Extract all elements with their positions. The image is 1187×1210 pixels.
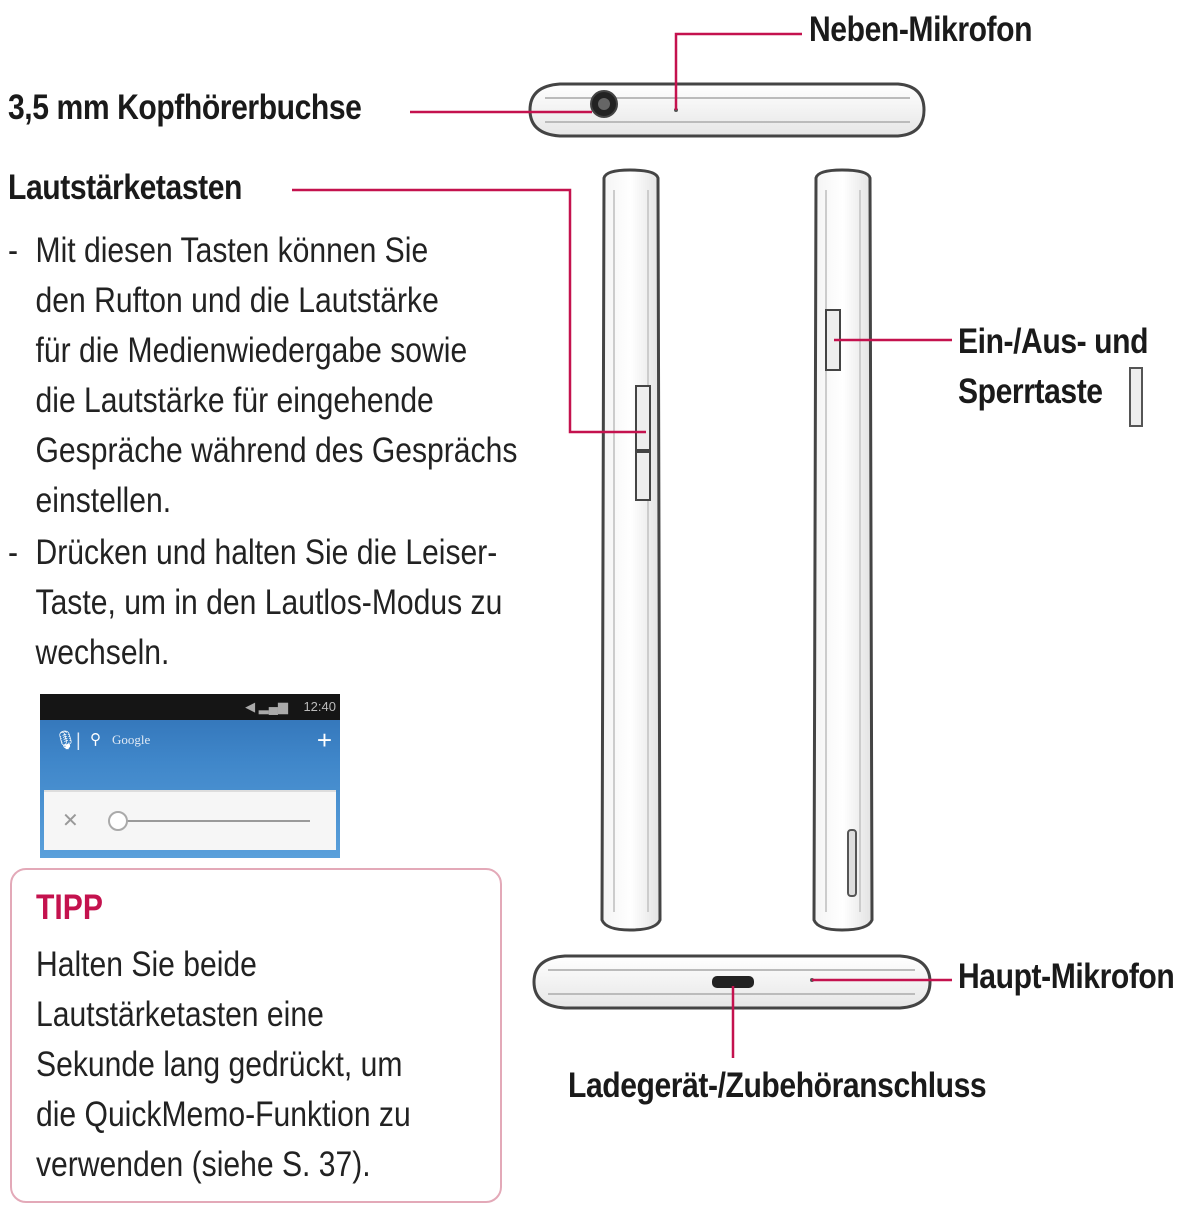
separator: | bbox=[76, 730, 81, 750]
mute-icon: ✕ bbox=[62, 810, 79, 832]
volume-down-key bbox=[636, 452, 650, 500]
speaker-slot bbox=[848, 830, 856, 896]
description-line: die Lautstärke für eingehende bbox=[35, 381, 434, 420]
description-line: wechseln. bbox=[35, 633, 170, 672]
description-line: einstellen. bbox=[35, 481, 172, 520]
description-item-2 bbox=[8, 528, 502, 678]
label-kopfhoererbuchse: 3,5 mm Kopfhörerbuchse bbox=[8, 88, 362, 127]
volume-panel bbox=[44, 790, 336, 850]
search-icon: ⚲ bbox=[90, 731, 101, 748]
label-haupt-mikrofon: Haupt-Mikrofon bbox=[958, 957, 1175, 996]
label-ein-aus-line1: Ein-/Aus- und bbox=[958, 322, 1149, 361]
description-item-1 bbox=[8, 226, 517, 526]
search-text: Google bbox=[112, 732, 151, 747]
signal-icon: ◀ ▂▄▆ bbox=[245, 699, 288, 714]
plus-icon: + bbox=[316, 725, 332, 755]
tip-line: Halten Sie beide bbox=[36, 945, 257, 984]
tip-line: Sekunde lang gedrückt, um bbox=[36, 1045, 403, 1084]
tip-line: die QuickMemo-Funktion zu bbox=[36, 1095, 411, 1134]
microphone-icon: 🎙 bbox=[54, 730, 77, 750]
description-line: Taste, um in den Lautlos-Modus zu bbox=[35, 583, 503, 622]
google-search-bar bbox=[40, 720, 340, 760]
description-line: Gespräche während des Gesprächs bbox=[35, 431, 518, 470]
label-lautstaerketasten: Lautstärketasten bbox=[8, 168, 243, 207]
label-ein-aus-line2: Sperrtaste bbox=[958, 372, 1103, 411]
volume-up-key bbox=[636, 386, 650, 450]
phone-left-side-view bbox=[602, 170, 660, 930]
phone-top-view bbox=[530, 84, 924, 136]
label-ladegeraet-anschluss: Ladegerät-/Zubehöranschluss bbox=[568, 1066, 987, 1105]
phone-right-side-view bbox=[814, 170, 872, 930]
tip-box bbox=[10, 868, 502, 1203]
label-neben-mikrofon: Neben-Mikrofon bbox=[809, 10, 1033, 49]
bullet-dash: - bbox=[8, 533, 19, 572]
tip-title: TIPP bbox=[36, 888, 103, 927]
status-time: 12:40 bbox=[303, 699, 336, 714]
description-line: den Rufton und die Lautstärke bbox=[35, 281, 439, 320]
description-line: Drücken und halten Sie die Leiser- bbox=[35, 533, 498, 572]
tip-line: verwenden (siehe S. 37). bbox=[36, 1145, 371, 1184]
description-line: Mit diesen Tasten können Sie bbox=[35, 231, 429, 270]
status-bar bbox=[40, 694, 340, 720]
bullet-dash: - bbox=[8, 231, 19, 270]
volume-screenshot bbox=[40, 694, 340, 858]
tip-line: Lautstärketasten eine bbox=[36, 995, 324, 1034]
power-key-symbol bbox=[1130, 368, 1142, 426]
description-line: für die Medienwiedergabe sowie bbox=[35, 331, 468, 370]
volume-slider-track bbox=[114, 820, 310, 822]
tip-body bbox=[36, 940, 411, 1190]
volume-slider-knob bbox=[108, 811, 128, 831]
